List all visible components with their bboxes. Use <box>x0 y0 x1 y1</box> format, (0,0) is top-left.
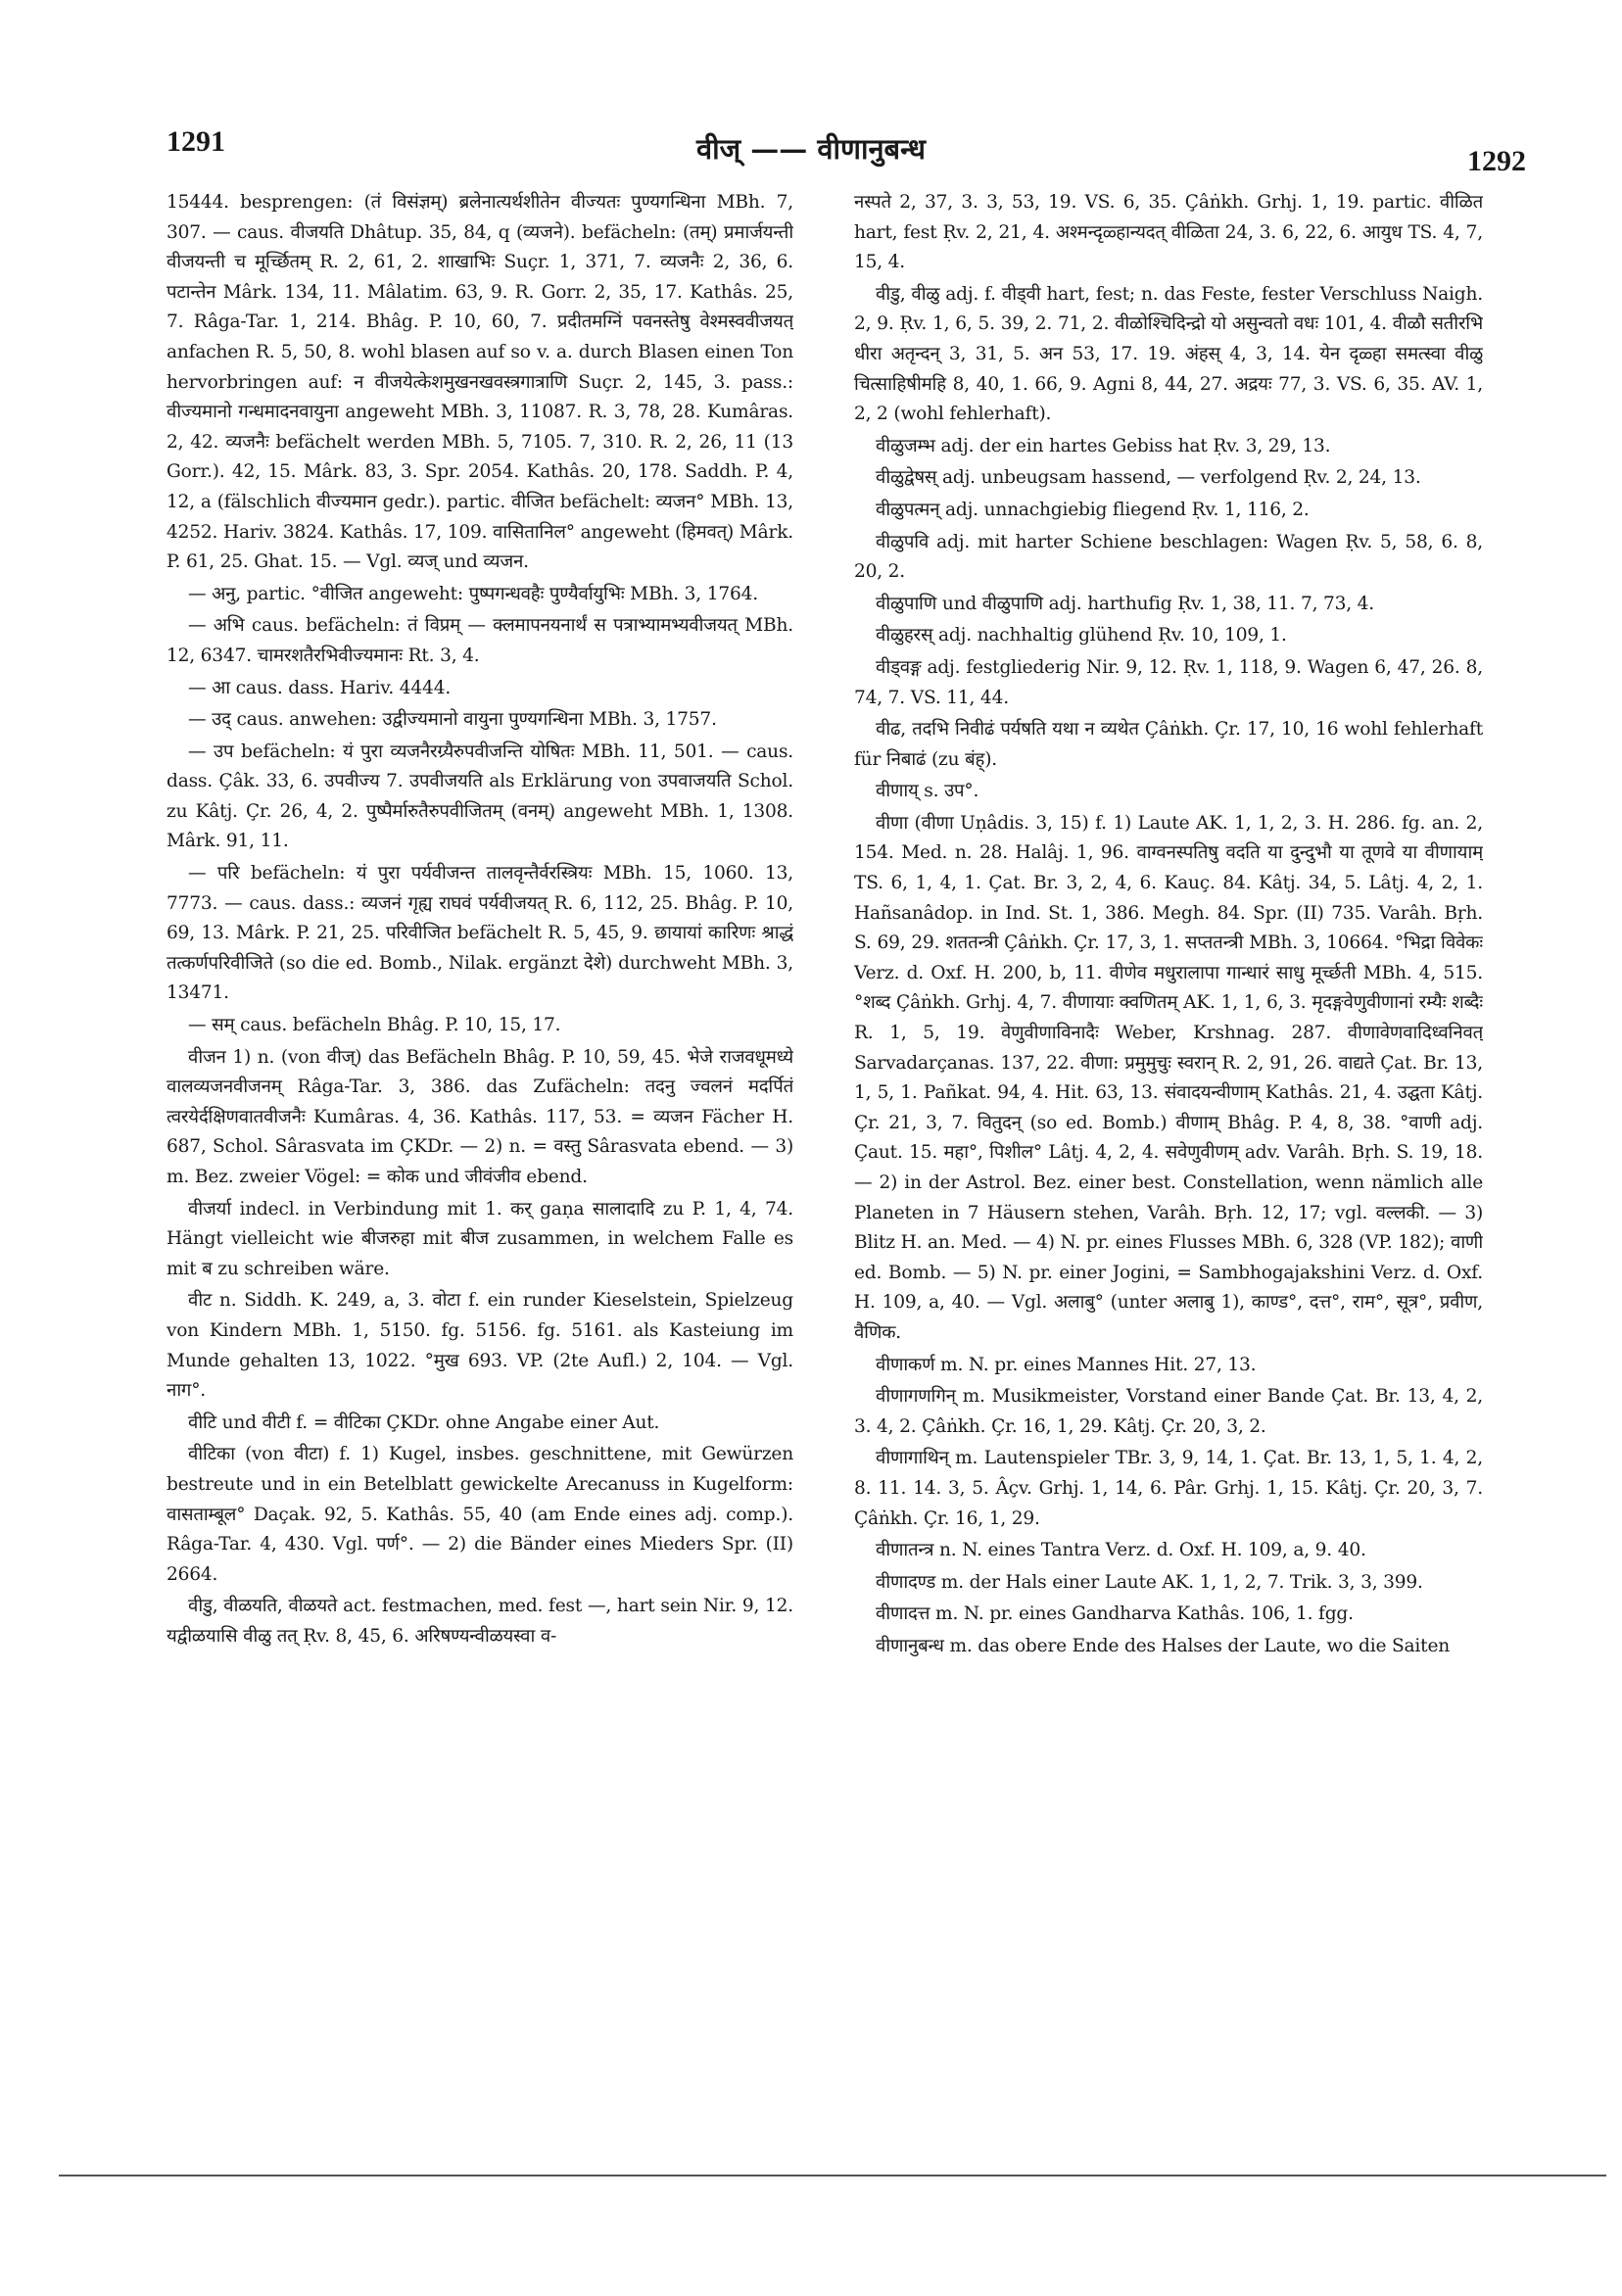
dictionary-entry: नस्पते 2, 37, 3. 3, 53, 19. VS. 6, 35. Çâṅkh. Grhj. 1, 19. partic. वीळित hart, fest Ṛv. 2, 21, 4. अश्मन्दृळ्हान्यदत् वीळिता 24, 3. 6, 22, 6. आयुध TS. 4, 7, 15, 4. <box>854 192 1483 273</box>
dictionary-entry: वीणागणगिन् m. Musikmeister, Vorstand einer Bande Çat. Br. 13, 4, 2, 3. 4, 2. Çâṅkh. Çr. 16, 1, 29. Kâtj. Çr. 20, 3, 2. <box>854 1386 1483 1437</box>
dictionary-entry: वीळुपवि adj. mit harter Schiene beschlagen: Wagen Ṛv. 5, 58, 6. 8, 20, 2. <box>854 531 1483 583</box>
dictionary-entry: — उद् caus. anwehen: उद्वीज्यमानो वायुना पुण्यगन्धिना MBh. 3, 1757. <box>188 709 717 731</box>
dictionary-entry: वीड्वङ्ग adj. festgliederig Nir. 9, 12. Ṛv. 1, 118, 9. Wagen 6, 47, 26. 8, 74, 7. VS. 11, 44. <box>854 656 1483 708</box>
dictionary-entry: 15444. besprengen: (तं विसंज्ञम्) ब्रलेनात्यर्थशीतेन वीज्यतः पुण्यगन्धिना MBh. 7, 307. — caus. वीजयति Dhâtup. 35, 84, q (व्यजने). befächeln: (तम्) प्रमार्जयन्ती वीजयन्ती च मूर्च्छितम् R. 2, 61, 2. शाखाभिः Suçr. 1, 371, 7. व्यजनैः 2, 36, 6. पटान्तेन Mârk. 134, 11. Mâlatim. 63, 9. R. Gorr. 2, 35, 17. Kathâs. 25, 7. Râga-Tar. 1, 214. Bhâg. P. 10, 60, 7. प्रदीतमग्निं पवनस्तेषु वेश्मस्ववीजयत् anfachen R. 5, 50, 8. wohl blasen auf so v. a. durch Blasen einen Ton hervorbringen auf: न वीजयेत्केशमुखनखवस्त्रगात्राणि Suçr. 2, 145, 3. pass.: वीज्यमानो गन्धमादनवायुना angeweht MBh. 3, 11087. R. 3, 78, 28. Kumâras. 2, 42. व्यजनैः befächelt werden MBh. 5, 7105. 7, 310. R. 2, 26, 11 (13 Gorr.). 42, 15. Mârk. 83, 3. Spr. 2054. Kathâs. 20, 178. Saddh. P. 4, 12, a (fälschlich वीज्यमान gedr.). partic. वीजित befächelt: व्यजन° MBh. 13, 4252. Hariv. 3824. Kathâs. 17, 109. वासितानिल° angeweht (हिमवत्) Mârk. P. 61, 25. Ghat. 15. — Vgl. व्यज् und व्यजन. <box>167 192 793 573</box>
dictionary-entry: वीणाकर्ण m. N. pr. eines Mannes Hit. 27, 13. <box>876 1354 1257 1375</box>
page-number-left: 1291 <box>167 125 225 158</box>
dictionary-entry: — उप befächeln: यं पुरा व्यजनैरग्र्यैरुपवीजन्ति योषितः MBh. 11, 501. — caus. dass. Çâk. 33, 6. उपवीज्य 7. उपवीजयति als Erklärung von उपवाजयति Schol. zu Kâtj. Çr. 26, 4, 2. पुष्पैर्मारुतैरुपवीजितम् (वनम्) angeweht MBh. 1, 1308. Mârk. 91, 11. <box>167 741 793 852</box>
page-number-right: 1292 <box>1467 145 1526 177</box>
dictionary-entry: वीडु, वीळु adj. f. वीड्वी hart, fest; n. das Feste, fester Verschluss Naigh. 2, 9. Ṛv. 1, 6, 5. 39, 2. 71, 2. वीळोश्चिदिन्द्रो यो असुन्वतो वधः 101, 4. वीळौ सतीरभि धीरा अतृन्दन् 3, 31, 5. अन 53, 17. 19. अंहस् 4, 3, 14. येन दृळ्हा समत्स्वा वीळु चित्साहिषीमहि 8, 40, 1. 66, 9. Agni 8, 44, 27. अद्रयः 77, 3. VS. 6, 35. AV. 1, 2, 2 (wohl fehlerhaft). <box>854 283 1483 425</box>
left-column <box>167 188 793 2081</box>
dictionary-entry: वीणानुबन्ध m. das obere Ende des Halses der Laute, wo die Saiten <box>876 1635 1451 1656</box>
dictionary-entry: वीणाय् s. उप°. <box>876 781 979 802</box>
dictionary-entry: — सम् caus. befächeln Bhâg. P. 10, 15, 17. <box>188 1015 561 1036</box>
dictionary-entry: वीळुपत्मन् adj. unnachgiebig fliegend Ṛv. 1, 116, 2. <box>876 499 1310 520</box>
dictionary-entry: वीळुहरस् adj. nachhaltig glühend Ṛv. 10, 109, 1. <box>876 625 1287 646</box>
dictionary-entry: वीणातन्त्र n. N. eines Tantra Verz. d. Oxf. H. 109, a, 9. 40. <box>876 1540 1366 1561</box>
dictionary-entry: वीणादण्ड m. der Hals einer Laute AK. 1, 1, 2, 7. Trik. 3, 3, 399. <box>876 1571 1423 1593</box>
dictionary-entry: — आ caus. dass. Hariv. 4444. <box>188 677 452 698</box>
dictionary-entry: वीडु, वीळयति, वीळयते act. festmachen, med. fest —, hart sein Nir. 9, 12. यद्वीळयासि वीळु तत् Ṛv. 8, 45, 6. अरिषण्यन्वीळयस्वा व- <box>167 1596 793 1647</box>
dictionary-entry: वीजन 1) n. (von वीज्) das Befächeln Bhâg. P. 10, 59, 45. भेजे राजवधूमध्ये वालव्यजनवीजनम् Râga-Tar. 3, 386. das Zufächeln: तदनु ज्वलनं मदर्पितं त्वरयेर्दक्षिणवातवीजनैः Kumâras. 4, 36. Kathâs. 117, 53. = व्यजन Fächer H. 687, Schol. Sârasvata im ÇKDr. — 2) n. = वस्तु Sârasvata ebend. — 3) m. Bez. zweier Vögel: = कोक und जीवंजीव ebend. <box>167 1046 793 1187</box>
dictionary-entry: — अभि caus. befächeln: तं विप्रम् — क्लमापनयनार्थं स पत्राभ्यामभ्यवीजयत् MBh. 12, 6347. चामरशतैरभिवीज्यमानः Rt. 3, 4. <box>167 615 793 666</box>
running-head: वीज् —— वीणानुबन्ध <box>696 132 926 166</box>
dictionary-entry: वीळुद्वेषस् adj. unbeugsam hassend, — verfolgend Ṛv. 2, 24, 13. <box>876 467 1421 489</box>
dictionary-entry: वीळुपाणि und वीळुपाणि adj. harthufig Ṛv. 1, 38, 11. 7, 73, 4. <box>876 593 1375 614</box>
dictionary-entry: — अनु, partic. °वीजित angeweht: पुष्पगन्धवहैः पुण्यैर्वायुभिः MBh. 3, 1764. <box>188 583 758 604</box>
dictionary-entry: वीढ, तदभि निवीढं पर्यषति यथा न व्यथेत Çâṅkh. Çr. 17, 10, 16 wohl fehlerhaft für निबाढं (zu बंह्). <box>854 719 1483 770</box>
dictionary-entry: वीटि und वीटी f. = वीटिका ÇKDr. ohne Angabe einer Aut. <box>188 1411 660 1433</box>
dictionary-entry: वीळुजम्भ adj. der ein hartes Gebiss hat Ṛv. 3, 29, 13. <box>876 435 1331 456</box>
right-column <box>854 188 1483 2081</box>
dictionary-entry: वीट n. Siddh. K. 249, a, 3. वोटा f. ein runder Kieselstein, Spielzeug von Kindern MBh. 1, 5150. fg. 5156. fg. 5161. als Kasteiung im Munde gehalten 13, 1022. °मुख 693. VP. (2te Aufl.) 2, 104. — Vgl. नाग°. <box>167 1290 793 1402</box>
dictionary-entry: वीणादत्त m. N. pr. eines Gandharva Kathâs. 106, 1. fgg. <box>876 1603 1354 1625</box>
bottom-rule <box>59 2175 1606 2176</box>
dictionary-entry: वीटिका (von वीटा) f. 1) Kugel, insbes. geschnittene, mit Gewürzen bestreute und in ein Betelblatt gewickelte Arecanuss in Kugelform: वासताम्बूल° Daçak. 92, 5. Kathâs. 55, 40 (am Ende eines adj. comp.). Râga-Tar. 4, 430. Vgl. पर्ण°. — 2) die Bänder eines Mieders Spr. (II) 2664. <box>167 1444 793 1585</box>
dictionary-entry: वीणा (वीणा Uṇâdis. 3, 15) f. 1) Laute AK. 1, 1, 2, 3. H. 286. fg. an. 2, 154. Med. n. 28. Halâj. 1, 96. वाग्वनस्पतिषु वदति या दुन्दुभौ या तूणवे या वीणायाम् TS. 6, 1, 4, 1. Çat. Br. 3, 2, 4, 6. Kauç. 84. Kâtj. 34, 5. Lâtj. 4, 2, 1. Hañsanâdop. in Ind. St. 1, 386. Megh. 84. Spr. (II) 735. Varâh. Bṛh. S. 69, 29. शततन्त्री Çâṅkh. Çr. 17, 3, 1. सप्ततन्त्री MBh. 3, 10664. °भिद्रा विवेकः Verz. d. Oxf. H. 200, b, 11. वीणेव मधुरालापा गान्धारं साधु मूर्च्छती MBh. 4, 515. °शब्द Çâṅkh. Grhj. 4, 7. वीणायाः क्वणितम् AK. 1, 1, 6, 3. मृदङ्गवेणुवीणानां रम्यैः शब्दैः R. 1, 5, 19. वेणुवीणाविनादैः Weber, Krshnag. 287. वीणावेणवादिध्वनिवत् Sarvadarçanas. 137, 22. वीणा: प्रमुमुचुः स्वरान् R. 2, 91, 26. वाद्यते Çat. Br. 13, 1, 5, 1. Pañkat. 94, 4. Hit. 63, 13. संवादयन्वीणाम् Kathâs. 21, 4. उद्घता Kâtj. Çr. 21, 3, 7. वितुदन् (so ed. Bomb.) वीणाम् Bhâg. P. 4, 8, 38. °वाणी adj. Çaut. 15. महा°, पिशील° Lâtj. 4, 2, 4. सवेणुवीणम् adv. Varâh. Bṛh. S. 19, 18. — 2) in der Astrol. Bez. einer best. Constellation, wenn nämlich alle Planeten in 7 Häusern stehen, Varâh. Bṛh. 12, 17; vgl. वल्लकी. — 3) Blitz H. an. Med. — 4) N. pr. eines Flusses MBh. 6, 328 (VP. 182); वाणी ed. Bomb. — 5) N. pr. einer Jogini, = Sambhogajakshini Verz. d. Oxf. H. 109, a, 40. — Vgl. अलाबु° (unter अलाबु 1), काण्ड°, दत्त°, राम°, सूत्र°, प्रवीण, वैणिक. <box>854 812 1483 1343</box>
dictionary-entry: वीजर्या indecl. in Verbindung mit 1. कर् gaṇa सालादादि zu P. 1, 4, 74. Hängt vielleicht wie बीजरुहा mit बीज zusammen, in welchem Falle es mit ब zu schreiben wäre. <box>167 1198 793 1279</box>
dictionary-entry: — परि befächeln: यं पुरा पर्यवीजन्त तालवृन्तैर्वरस्त्रियः MBh. 15, 1060. 13, 7773. — caus. dass.: व्यजनं गृह्य राघवं पर्यवीजयत् R. 6, 112, 25. Bhâg. P. 10, 69, 13. Mârk. P. 21, 25. परिवीजित befächelt R. 5, 45, 9. छायायां कारिणः श्राद्धं तत्कर्णपरिवीजिते (so die ed. Bomb., Nilak. ergänzt देशे) durchweht MBh. 3, 13471. <box>167 863 793 1004</box>
dictionary-entry: वीणागाथिन् m. Lautenspieler TBr. 3, 9, 14, 1. Çat. Br. 13, 1, 5, 1. 4, 2, 8. 11. 14. 3, 5. Âçv. Grhj. 1, 14, 6. Pâr. Grhj. 1, 15. Kâtj. Çr. 20, 3, 7. Çâṅkh. Çr. 16, 1, 29. <box>854 1448 1483 1529</box>
